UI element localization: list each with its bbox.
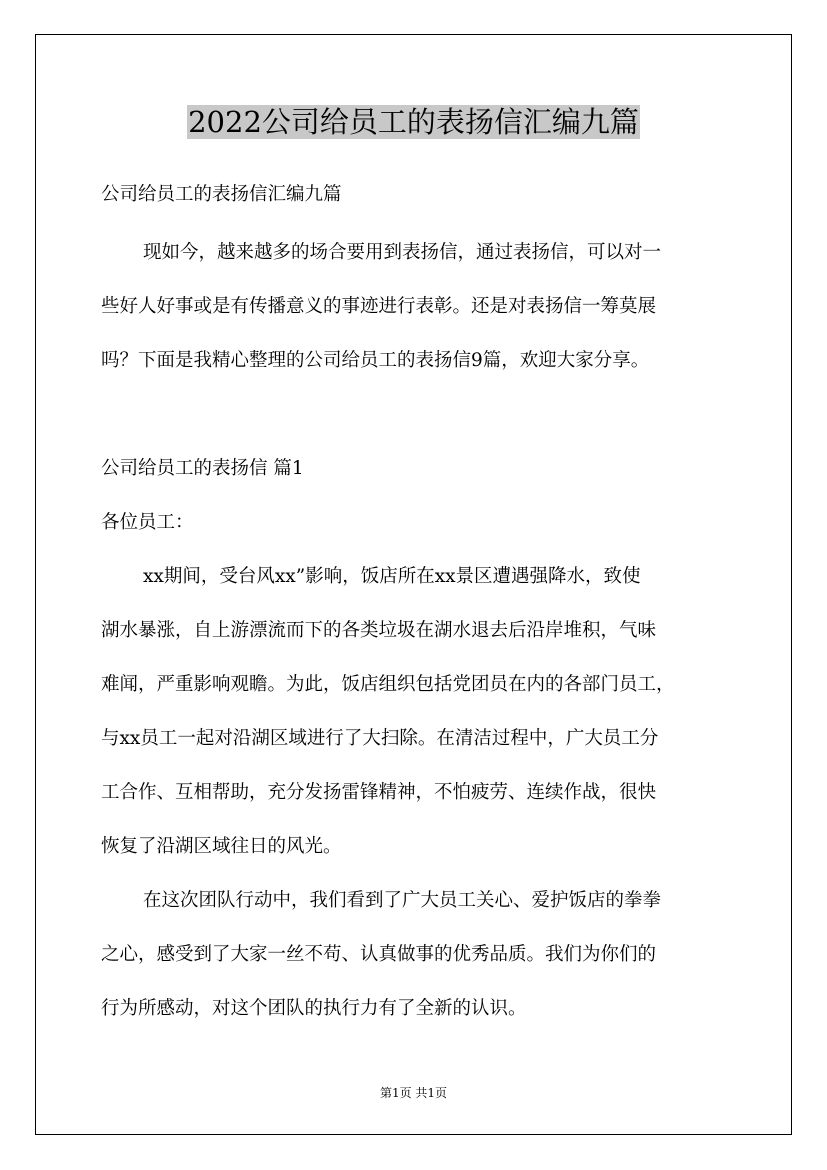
para2-line-3: 行为所感动，对这个团队的执行力有了全新的认识。 [101, 998, 527, 1019]
para1-line-3: 难闻，严重影响观瞻。为此，饭店组织包括党团员在内的各部门员工， [101, 674, 675, 695]
intro-line-3: 吗？下面是我精心整理的公司给员工的表扬信9篇，欢迎大家分享。 [101, 350, 650, 371]
intro-line-1: 现如今，越来越多的场合要用到表扬信，通过表扬信，可以对一 [143, 242, 662, 263]
salutation: 各位员工： [101, 512, 194, 533]
para1-line-5: 工合作、互相帮助，充分发扬雷锋精神，不怕疲劳、连续作战，很快 [101, 782, 657, 803]
page-footer: 第1页 共1页 [379, 1086, 448, 1100]
para2-line-2: 之心，感受到了大家一丝不苟、认真做事的优秀品质。我们为你们的 [101, 944, 657, 965]
para1-line-4: 与xx员工一起对沿湖区域进行了大扫除。在清洁过程中，广大员工分 [101, 728, 659, 749]
intro-line-2: 些好人好事或是有传播意义的事迹进行表彰。还是对表扬信一筹莫展 [101, 296, 657, 317]
section-heading: 公司给员工的表扬信 篇1 [101, 458, 304, 479]
para1-line-2: 湖水暴涨，自上游漂流而下的各类垃圾在湖水退去后沿岸堆积，气味 [101, 620, 657, 641]
para2-line-1: 在这次团队行动中，我们看到了广大员工关心、爱护饭店的拳拳 [143, 890, 662, 911]
para1-line-1: xx期间，受台风xx”影响，饭店所在xx景区遭遇强降水，致使 [143, 566, 641, 587]
subtitle: 公司给员工的表扬信汇编九篇 [101, 184, 342, 205]
document-title: 2022公司给员工的表扬信汇编九篇 [188, 105, 639, 139]
para1-line-6: 恢复了沿湖区域往日的风光。 [101, 836, 342, 857]
